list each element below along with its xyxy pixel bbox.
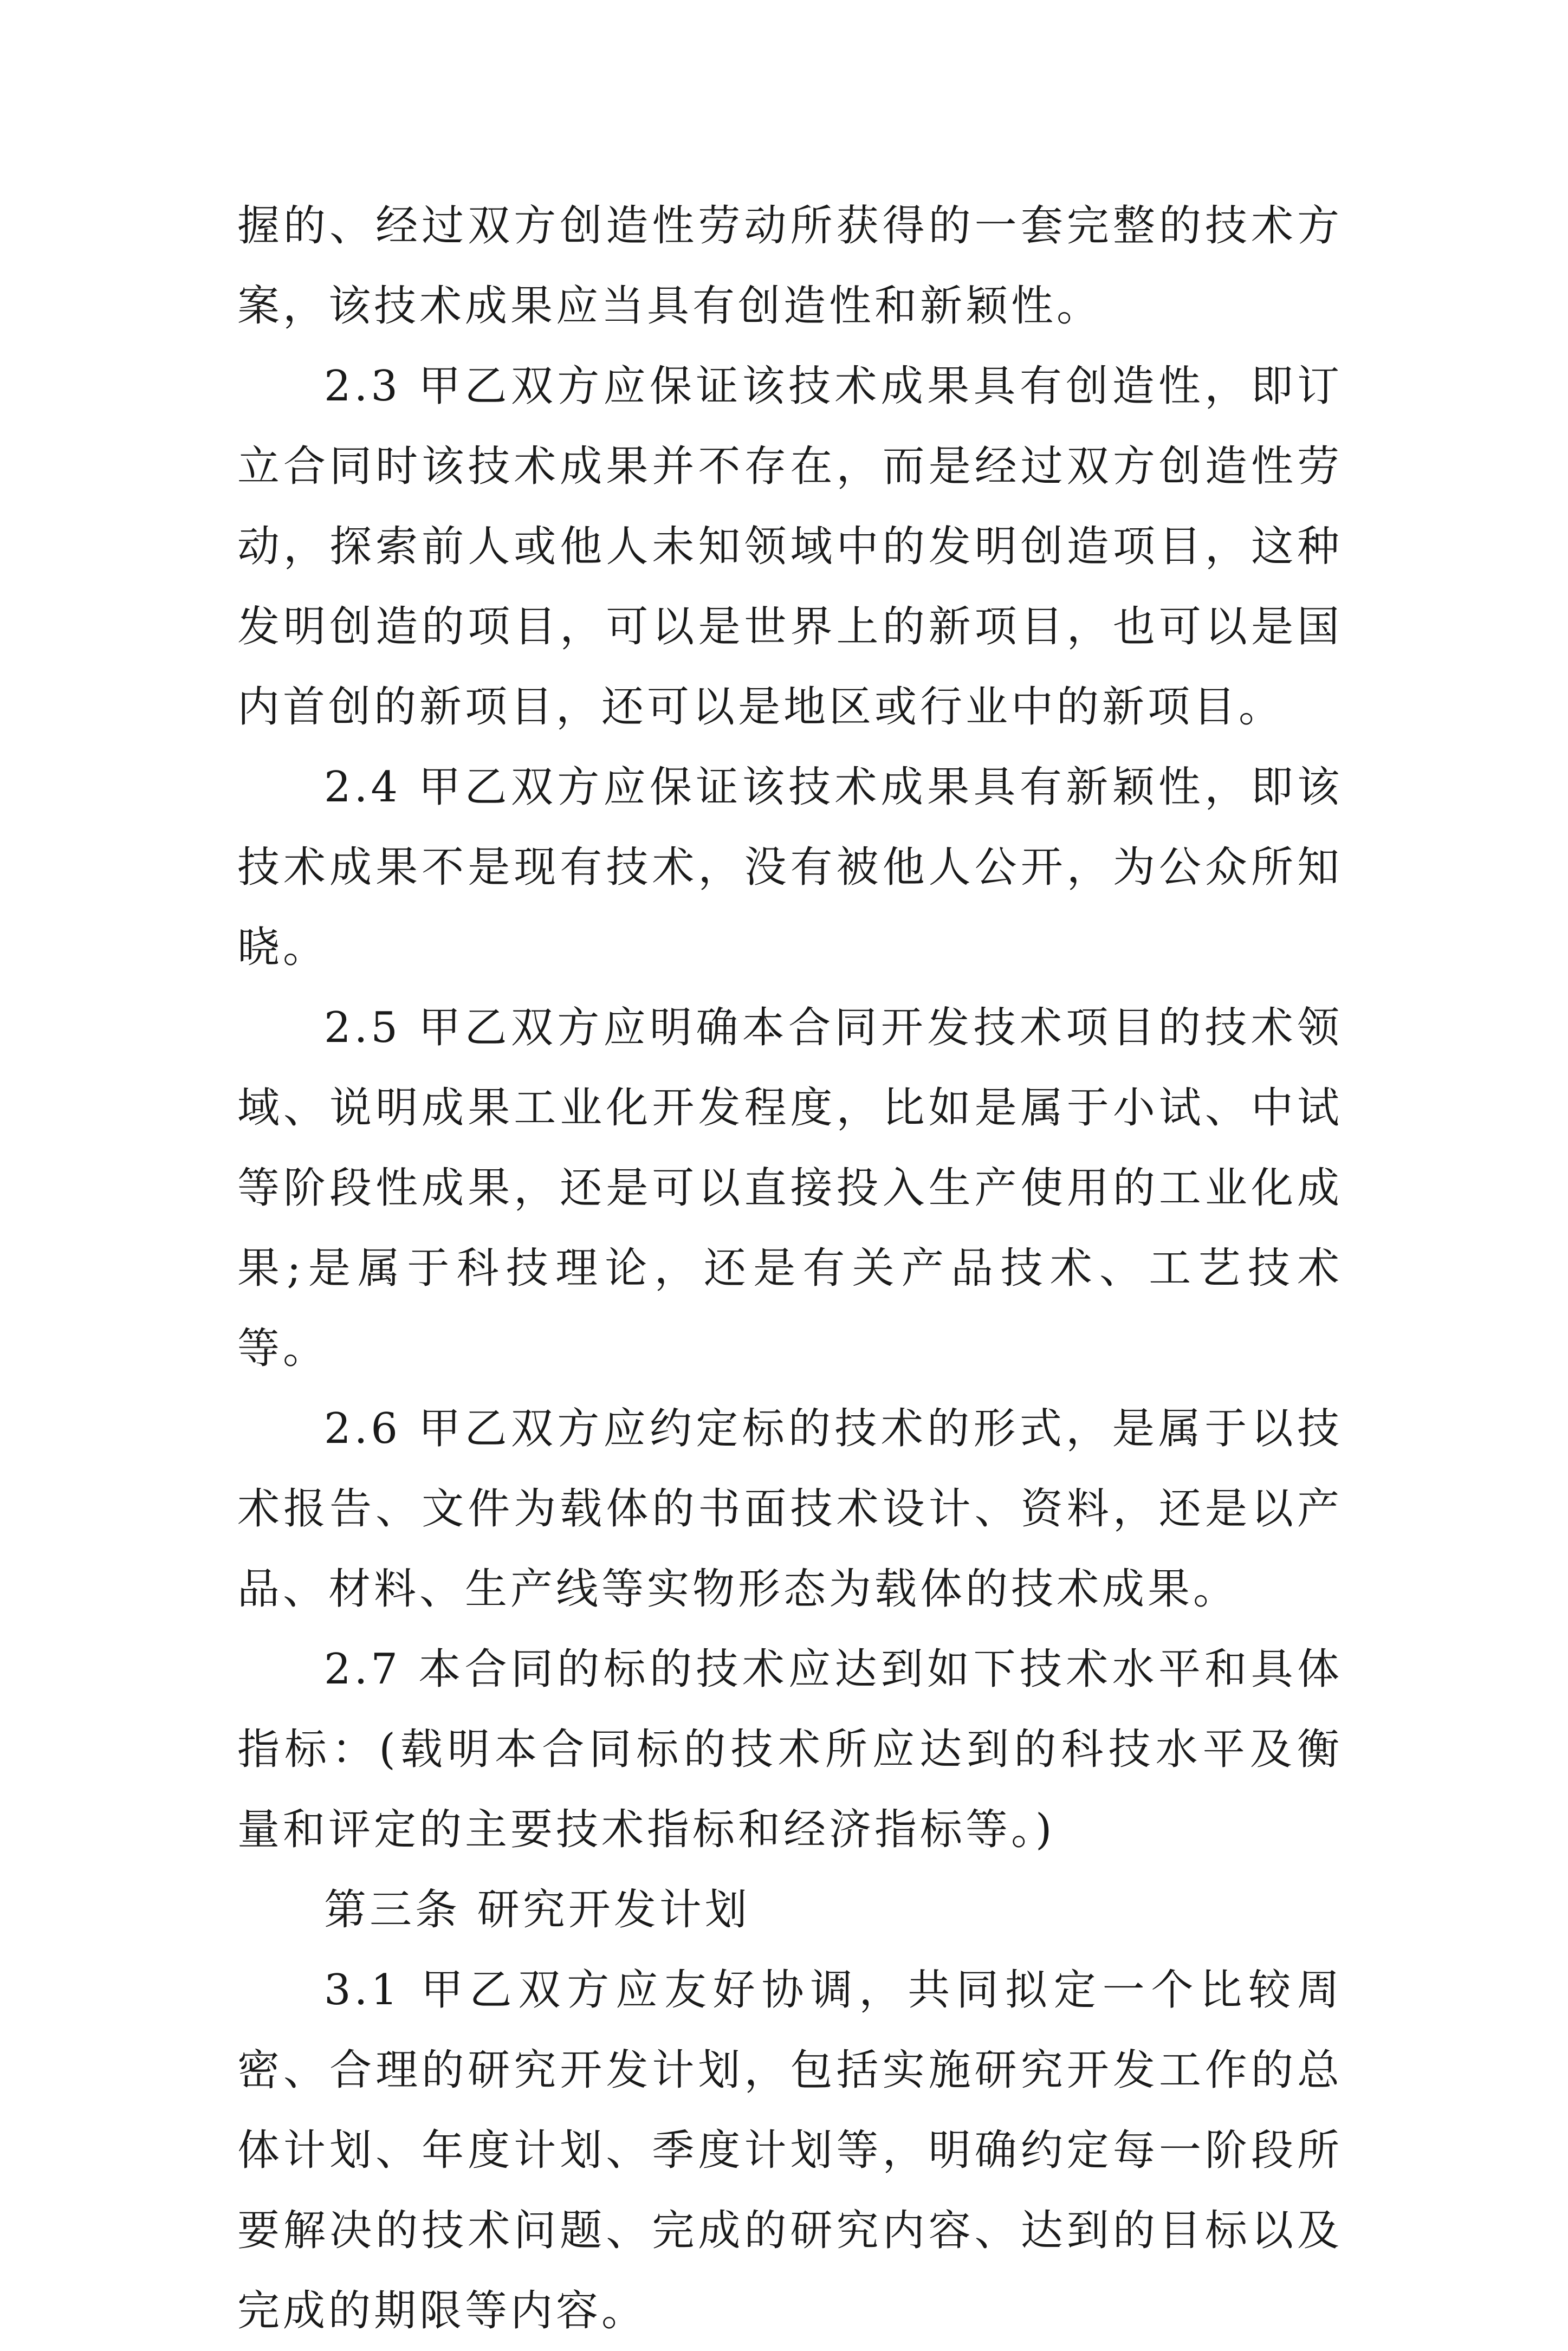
section-heading-article-3: 第三条 研究开发计划	[324, 1886, 750, 1934]
paragraph-continuation: 握的、经过双方创造性劳动所获得的一套完整的技术方案，该技术成果应当具有创造性和新颖性。	[237, 202, 1343, 331]
paragraph-2-4: 2.4 甲乙双方应保证该技术成果具有新颖性，即该技术成果不是现有技术，没有被他人公开，为公众所知晓。	[237, 763, 1343, 972]
paragraph-2-7: 2.7 本合同的标的技术应达到如下技术水平和具体指标：(载明本合同标的技术所应达到的科技水平及衡量和评定的主要技术指标和经济指标等。)	[237, 1645, 1343, 1854]
paragraph-2-5: 2.5 甲乙双方应明确本合同开发技术项目的技术领域、说明成果工业化开发程度，比如是属于小试、中试等阶段性成果，还是可以直接投入生产使用的工业化成果;是属于科技理论，还是有关产品技术、工艺技术等。	[237, 1003, 1343, 1373]
paragraph-2-6: 2.6 甲乙双方应约定标的技术的形式，是属于以技术报告、文件为载体的书面技术设计、资料，还是以产品、材料、生产线等实物形态为载体的技术成果。	[237, 1404, 1343, 1614]
paragraph-2-3: 2.3 甲乙双方应保证该技术成果具有创造性，即订立合同时该技术成果并不存在，而是经过双方创造性劳动，探索前人或他人未知领域中的发明创造项目，这种发明创造的项目，可以是世界上的新项目，也可以是国内首创的新项目，还可以是地区或行业中的新项目。	[237, 362, 1343, 731]
paragraph-3-1: 3.1 甲乙双方应友好协调，共同拟定一个比较周密、合理的研究开发计划，包括实施研究开发工作的总体计划、年度计划、季度计划等，明确约定每一阶段所要解决的技术问题、完成的研究内容、达到的目标以及完成的期限等内容。	[237, 1966, 1343, 2335]
document-body	[237, 186, 1343, 2351]
